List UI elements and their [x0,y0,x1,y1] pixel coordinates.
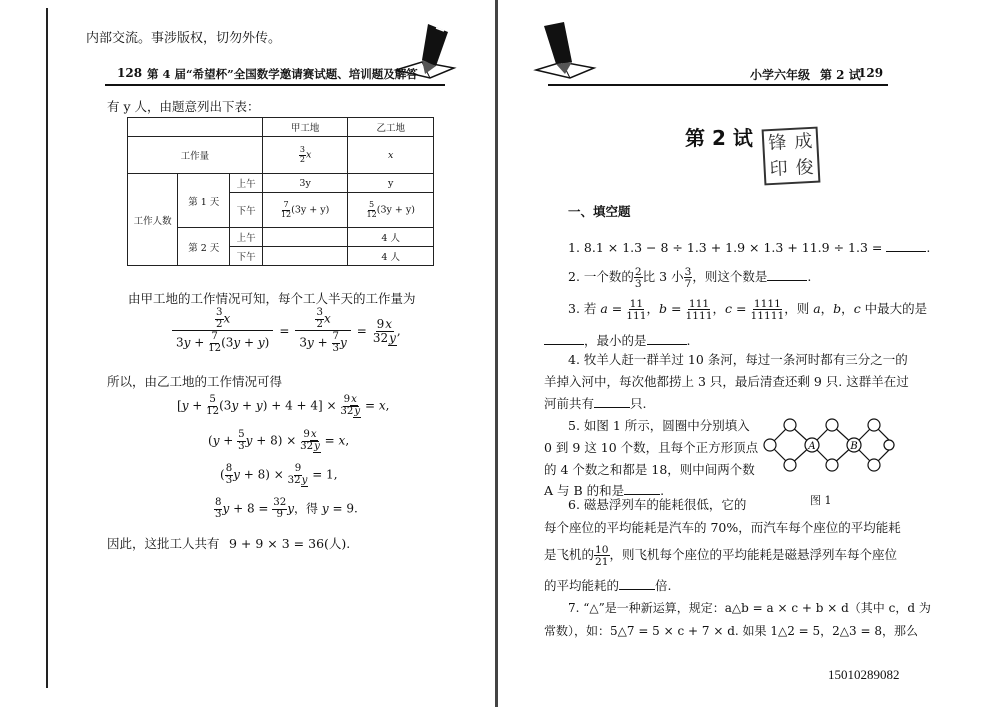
col-header-a: 甲工地 [262,118,348,137]
node-circle [868,419,880,431]
col-header-b: 乙工地 [348,118,434,137]
left-header-title: 第 4 届“希望杯”全国数学邀请赛试题、培训题及解答 [147,67,418,81]
d2-am-a [262,228,348,247]
center-gutter [495,0,498,707]
workload-b: x [348,137,434,174]
node-circle [826,419,838,431]
left-page-number: 128 [117,66,143,80]
question-3-line2: ，最小的是 . [544,331,691,349]
intro-text: 有 y 人，由题意列出下表： [107,99,260,114]
node-circle [826,459,838,471]
explanation-line2: 所以，由乙工地的工作情况可得 [107,374,283,389]
am-label-2: 上午 [230,228,263,247]
question-7-line2: 常数），如：5△7 = 5 × c + 7 × d. 如果 1△2 = 5，2△3 = 8，那么 [544,624,918,638]
question-6-line4: 的平均能耗的 倍. [544,578,672,593]
workload-label: 工作量 [128,137,263,174]
question-2: 2. 一个数的 $\frac{2}{3}$ 比 3 小 $\frac{3}{7}$ ，则这个数是 . [568,265,812,291]
conclusion-equation: 9 + 9 × 3 = 36(人). [229,536,351,551]
d2-pm-b: 4 人 [348,247,434,266]
top-note: 内部交流。事涉版权，切勿外传。 [86,31,282,46]
question-4-line1: 4. 牧羊人赶一群羊过 10 条河，每过一条河时都有三分之一的 [568,352,908,367]
node-b-label: B [850,441,858,452]
node-circle [784,459,796,471]
pm-label-2: 下午 [230,247,263,266]
right-header-test: 第 2 试 [820,68,861,82]
left-outer-edge [46,8,48,688]
day1-label: 第 1 天 [178,174,230,228]
day2-label: 第 2 天 [178,228,230,266]
pen-and-book-icon-right [532,18,602,82]
figure-caption: 图 1 [810,494,832,507]
question-5-line2: 0 到 9 这 10 个数，且每个正方形顶点 [544,440,759,455]
seal-stamp: 锋 成 印 俊 [762,127,821,186]
explanation-line1: 由甲工地的工作情况可知，每个工人半天的工作量为 [128,291,416,306]
d1-pm-a: $\frac{7}{12}$ (3y + y) [262,193,348,228]
d2-pm-a [262,247,348,266]
node-circle [764,439,776,451]
node-circle [884,440,894,450]
question-6-line3: 是飞机的 $\frac{10}{21}$ ，则飞机每个座位的平均能耗是磁悬浮列车每个座位 [544,543,898,569]
right-page-number: 129 [858,66,884,80]
equation-2: [y + $\frac{5}{12}$ (3y + y) + 4 + 4] × $\frac{9x}{32y}$ = x, [177,394,390,417]
question-3: 3. 若 a = $\frac{11}{111}$ ，b = $\frac{111}{1111}$ ，c = $\frac{1111}{11111}$ ，则 a，b，c 中最大的是 [568,297,928,323]
left-header-rule [105,84,445,86]
right-header-grade: 小学六年级 [750,68,811,82]
pm-label: 下午 [230,193,263,228]
node-circle [784,419,796,431]
d1-am-a: 3y [262,174,348,193]
question-1: 1. 8.1 × 1.3 − 8 ÷ 1.3 + 1.9 × 1.3 + 11.9 ÷ 1.3 = . [568,240,931,255]
test-title: 第 2 试 [685,126,753,150]
node-circle [868,459,880,471]
question-4-line3: 河前共有 只. [544,396,647,411]
equation-4: ( $\frac{8}{3}$ y + 8) × $\frac{9}{32y}$ = 1, [220,463,338,486]
equation-5: $\frac{8}{3}$ y + 8 = $\frac{32}{9}$ y，得 y = 9. [215,497,358,520]
workload-a: $\frac{3}{2}$ x [262,137,348,174]
figure-1-diagram [756,412,896,478]
equation-3: (y + $\frac{5}{3}$ y + 8) × $\frac{9x}{32y}$ = x, [208,429,350,452]
question-7-line1: 7. “△”是一种新运算，规定：a△b = a × c + b × d（其中 c，d 为 [568,601,931,615]
question-6-line1: 6. 磁悬浮列车的能耗很低，它的 [568,497,747,512]
question-5-line3: 的 4 个数之和都是 18，则中间两个数 [544,462,755,477]
section-heading: 一、填空题 [568,204,631,219]
conclusion-text: 因此，这批工人共有 [107,536,220,551]
phone-number: 15010289082 [828,667,900,682]
question-4-line2: 羊掉入河中，每次他都捞上 3 只，最后清查还剩 9 只. 这群羊在过 [544,374,909,389]
question-6-line2: 每个座位的平均能耗是汽车的 70%，而汽车每个座位的平均能耗 [544,520,901,535]
d1-pm-b: $\frac{5}{12}$ (3y + y) [348,193,434,228]
am-label: 上午 [230,174,263,193]
question-5-line4: A 与 B 的和是 . [544,483,665,498]
node-a-label: A [808,441,816,452]
right-header-rule [548,84,888,86]
d1-am-b: y [348,174,434,193]
d2-am-b: 4 人 [348,228,434,247]
workers-label: 工作人数 [128,174,178,266]
question-5-line1: 5. 如图 1 所示，圆圈中分别填入 [568,418,750,433]
equation-1: $\frac{3}{2}$ x 3y + $\frac{7}{12}$ (3y + y) = $\frac{3}{2}$ x 3y + $\frac{7}{3}$ y = $\frac{9x}{32y}$ , [172,308,401,355]
workload-table [127,117,434,266]
